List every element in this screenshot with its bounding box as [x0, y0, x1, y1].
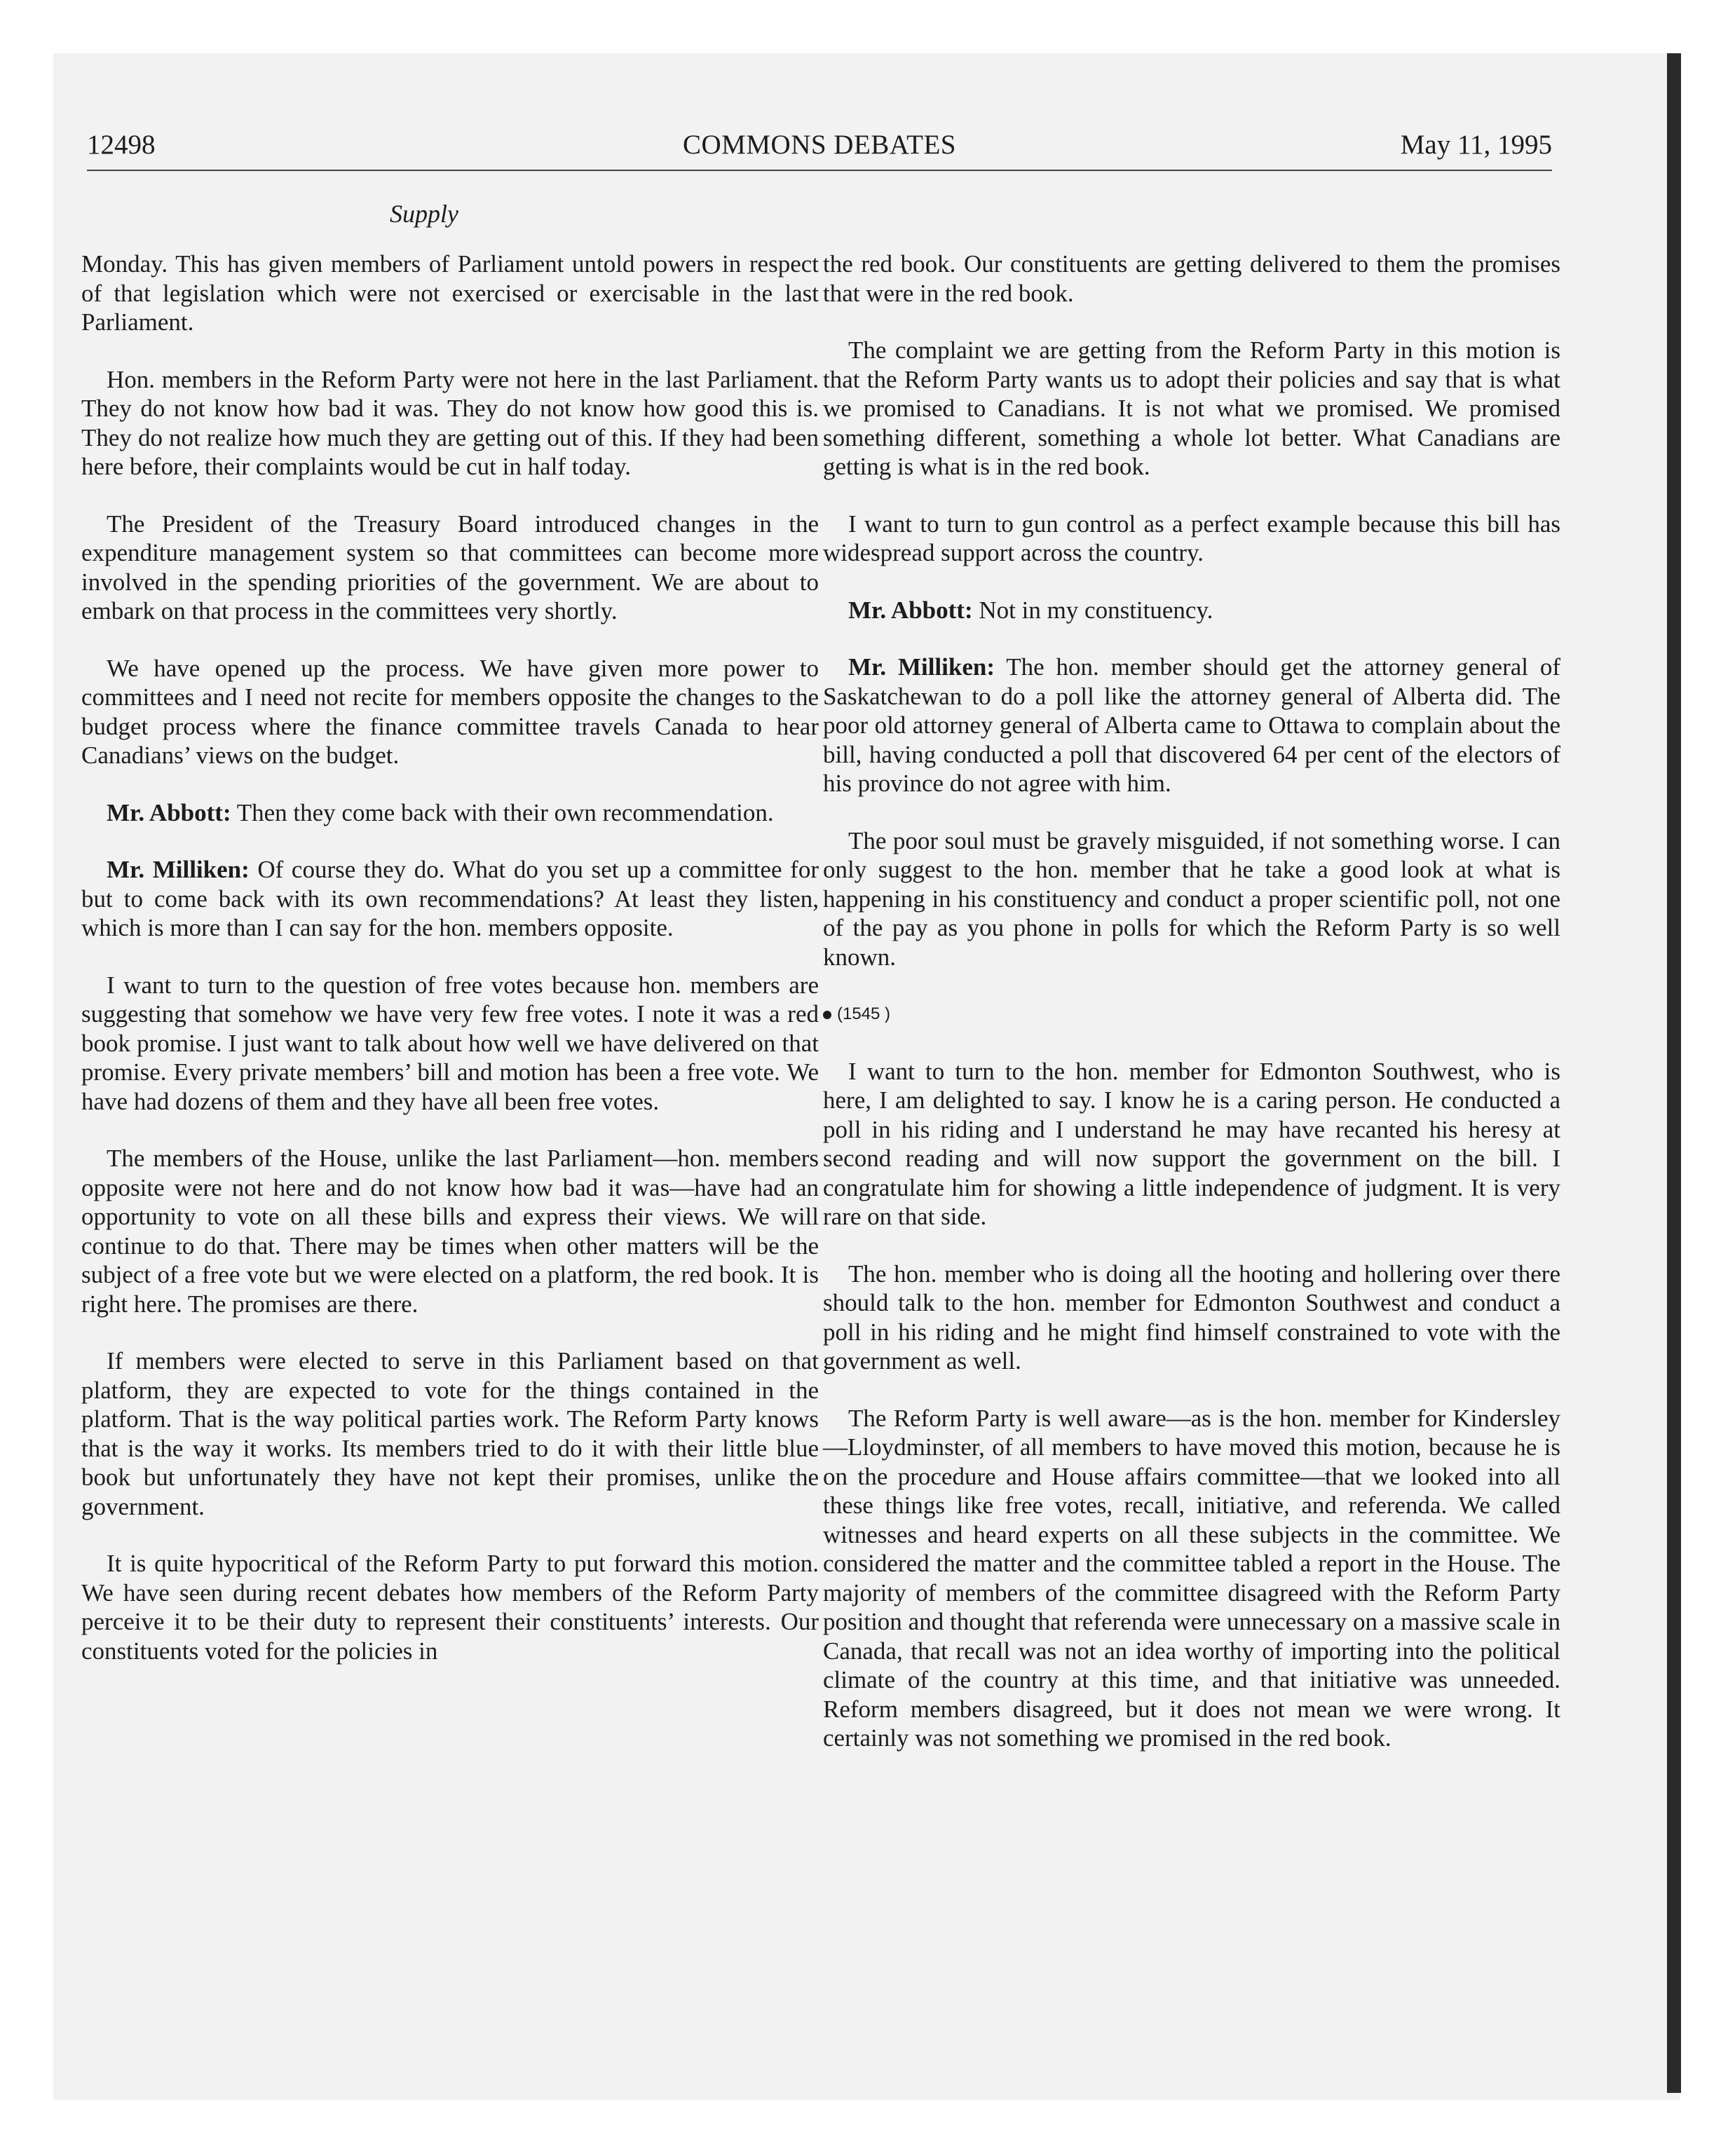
- paragraph-text: Hon. members in the Reform Party were not here in the last Parliament. They do not know how bad it was. They do not know how good this is. They do not realize how much they are getting out of this. If they had been here before, their complaints would be cut in half today.: [81, 365, 819, 480]
- paragraph-text: the red book. Our constituents are getting delivered to them the promises that were in the red book.: [823, 250, 1560, 307]
- speaker-name: Mr. Abbott:: [107, 798, 231, 826]
- scan-edge-bar: [1667, 53, 1681, 2093]
- paragraph: [81, 1144, 819, 1318]
- speaker-name: Mr. Milliken:: [848, 653, 995, 681]
- paragraph: [81, 1346, 819, 1521]
- paragraph: [823, 250, 1560, 308]
- paragraph: [823, 510, 1560, 568]
- speaker-name: Mr. Abbott:: [848, 596, 973, 624]
- paragraph: [81, 654, 819, 770]
- paragraph-text: If members were elected to serve in this Parliament based on that platform, they are expected to vote for the things contained in the platform. That is the way political parties work. The Reform Party knows that is the way it works. Its members tried to do it with their little blue book but unfortunately they have not kept their promises, unlike the government.: [81, 1347, 819, 1520]
- paragraph-text: The hon. member who is doing all the hooting and hollering over there should talk to the hon. member for Edmonton Southwest and conduct a poll in his riding and he might find himself constrained to vote with the government as well.: [823, 1260, 1560, 1374]
- paragraph: [823, 653, 1560, 798]
- paragraph-text: The hon. member should get the attorney general of Saskatchewan to do a poll like the attorney general of Alberta did. The poor old attorney general of Alberta came to Ottawa to complain about the bill, having conducted a poll that discovered 64 per cent of the electors of his province do not agree with him.: [823, 653, 1560, 797]
- page-number: 12498: [87, 130, 156, 160]
- paragraph-text: I want to turn to gun control as a perfect example because this bill has widespread support across the country.: [823, 510, 1560, 566]
- paragraph-text: Monday. This has given members of Parliament untold powers in respect of that legislation which were not exercised or exercisable in the last Parliament.: [81, 250, 819, 336]
- paragraph: [81, 971, 819, 1117]
- paragraph-text: The poor soul must be gravely misguided, if not something worse. I can only suggest to the hon. member that he take a good look at what is happening in his constituency and conduct a proper scientific poll, not one of the pay as you phone in polls for which the Reform Party is so well known.: [823, 826, 1560, 971]
- page-date: May 11, 1995: [1400, 130, 1552, 160]
- section-title: Supply: [390, 200, 458, 228]
- paragraph-text: We have opened up the process. We have given more power to committees and I need not recite for members opposite the changes to the budget process where the finance committee travels Canada to hear Canadians’ views on the budget.: [81, 654, 819, 769]
- paragraph-text: Of course they do. What do you set up a committee for but to come back with its own recommendations? At least they listen, which is more than I can say for the hon. members opposite.: [81, 856, 819, 941]
- header-rule: [87, 170, 1552, 171]
- paragraph-text: The Reform Party is well aware—as is the hon. member for Kindersley—Lloydminster, of all members to have moved this motion, because he is on the procedure and House affairs committee—that we looked into all these things like free votes, recall, initiative, and referenda. We called witnesses and heard experts on all these subjects in the committee. We considered the matter and the committee tabled a report in the House. The majority of members of the committee disagreed with the Reform Party position and thought that referenda were unnecessary on a massive scale in Canada, that recall was not an idea worthy of importing into the political climate of the country at this time, and that initiative was unneeded. Reform members disagreed, but it does not mean we were wrong. It certainly was not something we promised in the red book.: [823, 1404, 1560, 1752]
- paragraph-text: It is quite hypocritical of the Reform Party to put forward this motion. We have seen during recent debates how members of the Reform Party perceive it to be their duty to represent their constituents’ interests. Our constituents voted for the policies in: [81, 1550, 819, 1665]
- paragraph-text: Not in my constituency.: [979, 596, 1213, 624]
- paragraph-text: I want to turn to the hon. member for Edmonton Southwest, who is here, I am delighted to say. I know he is a caring person. He conducted a poll in his riding and I understand he may have recanted his heresy at second reading and will now support the government on the bill. I congratulate him for showing a little independence of judgment. It is very rare on that side.: [823, 1057, 1560, 1230]
- paragraph: [823, 1404, 1560, 1753]
- time-marker-text: (1545 ): [837, 1004, 891, 1023]
- paragraph: [823, 596, 1560, 625]
- paragraph: [823, 336, 1560, 482]
- paragraph: [823, 826, 1560, 972]
- bullet-icon: [823, 1011, 831, 1019]
- paragraph-text: The complaint we are getting from the Reform Party in this motion is that the Reform Party wants us to adopt their policies and say that is what we promised to Canadians. It is not what we promised. We promised something different, something a whole lot better. What Canadians are getting is what is in the red book.: [823, 336, 1560, 480]
- paragraph: [81, 1549, 819, 1665]
- time-marker: [823, 999, 1560, 1029]
- paragraph-text: I want to turn to the question of free votes because hon. members are suggesting that somehow we have very few free votes. I note it was a red book promise. I just want to talk about how well we have delivered on that promise. Every private members’ bill and motion has been a free vote. We have had dozens of them and they have all been free votes.: [81, 971, 819, 1115]
- paragraph: [81, 510, 819, 626]
- page-header: [87, 129, 1552, 171]
- paragraph-text: The members of the House, unlike the last Parliament—hon. members opposite were not here and do not know how bad it was—have had an opportunity to vote on all these bills and express their views. We will continue to do that. There may be times when other matters will be the subject of a free vote but we were elected on a platform, the red book. It is right here. The promises are there.: [81, 1145, 819, 1318]
- paragraph: [81, 855, 819, 943]
- paragraph: [81, 365, 819, 482]
- left-column: [81, 250, 819, 1693]
- paragraph: [81, 798, 819, 828]
- paragraph-text: The President of the Treasury Board introduced changes in the expenditure management system so that committees can become more involved in the spending priorities of the government. We are about to embark on that process in the committees very shortly.: [81, 510, 819, 625]
- publication-title: COMMONS DEBATES: [683, 130, 956, 160]
- paragraph: [823, 1057, 1560, 1231]
- paragraph: [823, 1260, 1560, 1376]
- speaker-name: Mr. Milliken:: [107, 856, 250, 883]
- paragraph-text: Then they come back with their own recommendation.: [236, 798, 774, 826]
- paragraph: [81, 250, 819, 337]
- right-column: [823, 250, 1560, 1781]
